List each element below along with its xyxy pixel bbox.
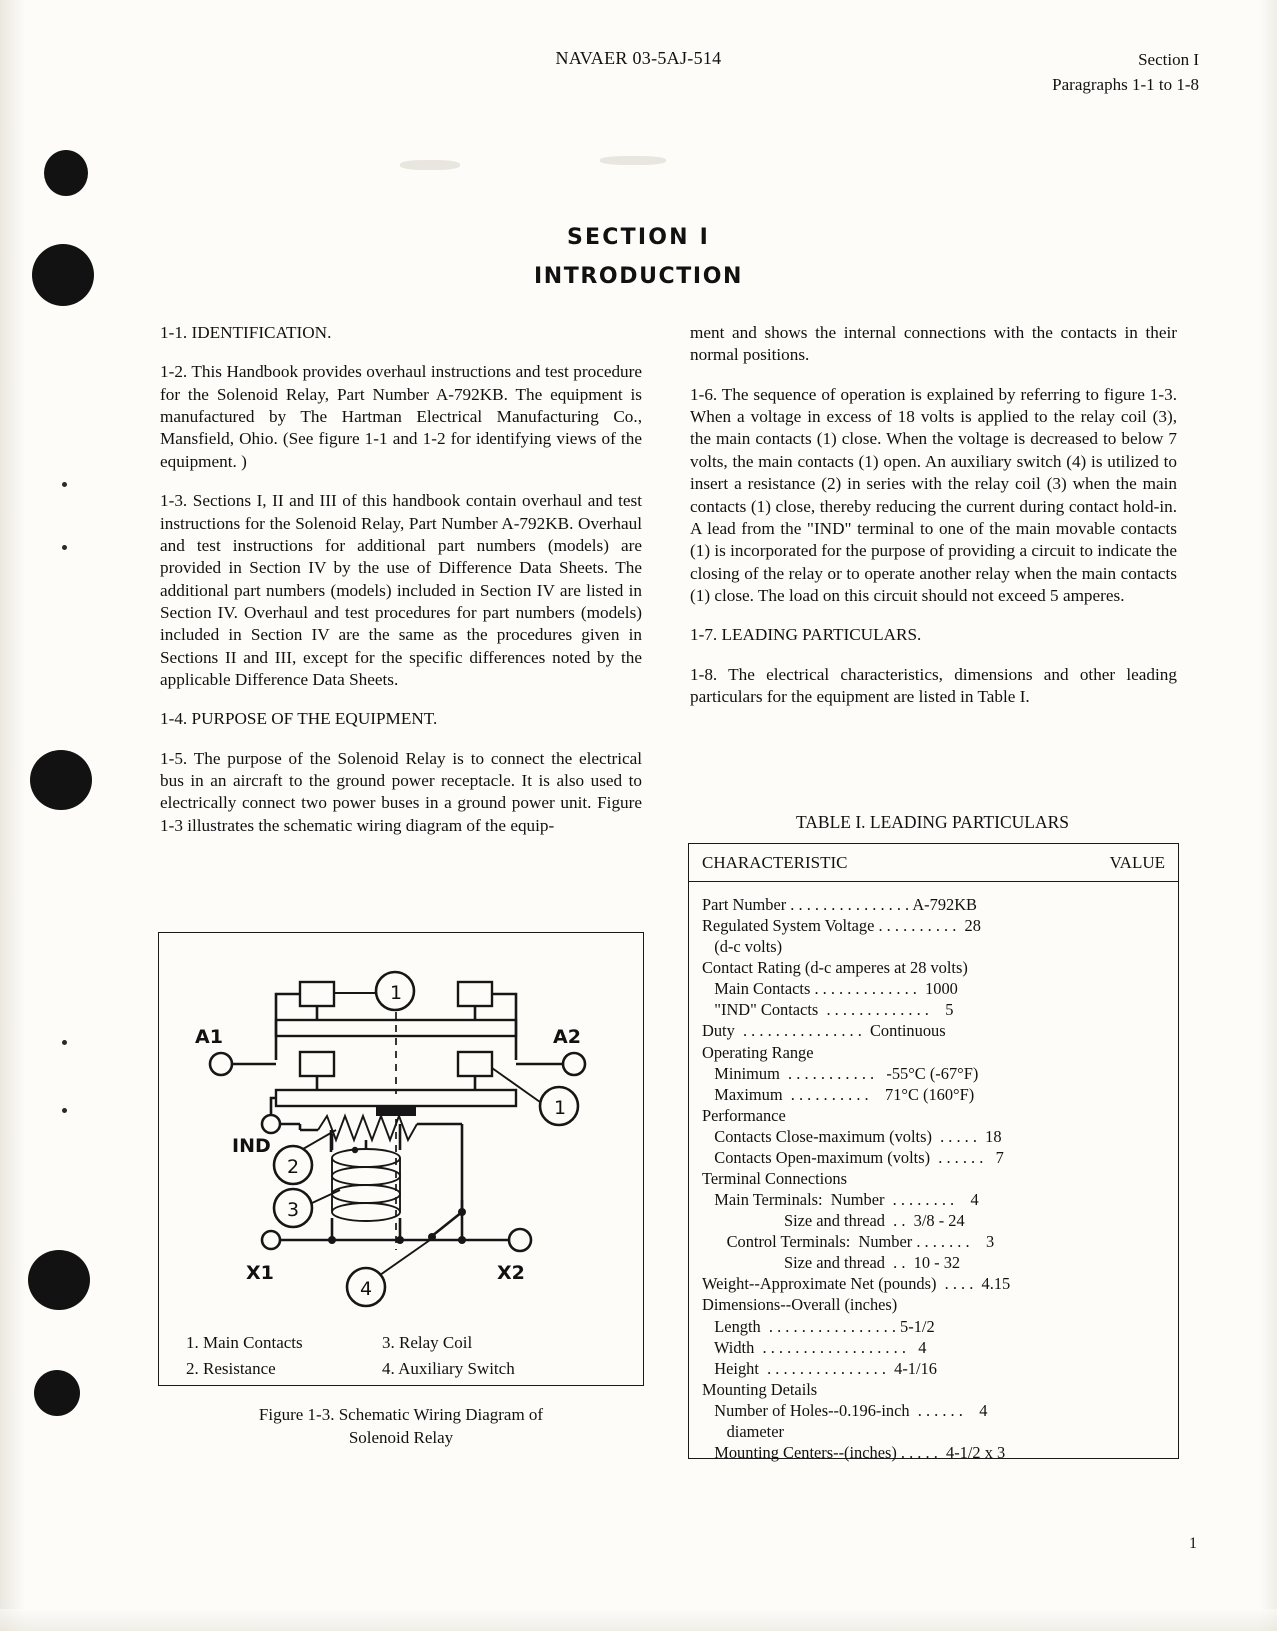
legend-label-1: Main Contacts	[203, 1333, 303, 1352]
figure-caption-line1: Figure 1-3. Schematic Wiring Diagram of	[258, 1405, 544, 1424]
table-row: Minimum . . . . . . . . . . . -55°C (-67°F)	[702, 1063, 979, 1083]
table-row: Main Contacts . . . . . . . . . . . . . 1000	[702, 979, 958, 999]
legend-num-4: 4.	[382, 1359, 395, 1379]
table-col-value: VALUE	[1109, 853, 1165, 872]
legend-label-3: Relay Coil	[399, 1333, 473, 1352]
table-caption: TABLE I. LEADING PARTICULARS	[795, 812, 1069, 832]
table-row: Control Terminals: Number . . . . . . . 3	[702, 1232, 995, 1252]
callout-1-top: 1	[390, 982, 403, 1004]
schematic-label-a1: A1	[195, 1026, 223, 1048]
table-row: Mounting Centers--(inches) . . . . . 4-1/2 x 3	[702, 1443, 1006, 1463]
paragraph-1-5-continued: ment and shows the internal connections with the contacts in their normal positions.	[690, 323, 1177, 365]
table-row: Length . . . . . . . . . . . . . . . . 5-1/2	[702, 1316, 935, 1336]
callout-3: 3	[287, 1199, 300, 1221]
header-section: Section I	[1138, 50, 1199, 69]
table-row: Regulated System Voltage . . . . . . . . . . 28	[702, 916, 981, 936]
table-row: Operating Range	[702, 1042, 814, 1062]
table-row: Mounting Details	[702, 1379, 818, 1399]
legend-row	[186, 1356, 616, 1382]
heading-1-1: 1-1. IDENTIFICATION.	[160, 323, 332, 342]
figure-caption	[158, 1404, 644, 1450]
heading-1-7: 1-7. LEADING PARTICULARS.	[690, 625, 922, 645]
table-row: "IND" Contacts . . . . . . . . . . . . . 5	[702, 1000, 954, 1020]
section-heading-line1: SECTION I	[567, 225, 710, 250]
paragraph-1-5: 1-5. The purpose of the Solenoid Relay is to connect the electrical bus in an aircraft to the ground power receptacle. It is also used to electrically connect two power buses in a ground power unit. Figure 1-3 illustrates the schematic wiring diagram of the equip-	[160, 748, 642, 835]
legend-num-3: 3.	[382, 1333, 395, 1352]
legend-num-1: 1.	[186, 1333, 199, 1352]
table-col-characteristic: CHARACTERISTIC	[702, 853, 848, 872]
callout-4: 4	[360, 1278, 373, 1300]
paragraph-1-6: 1-6. The sequence of operation is explained by referring to figure 1-3. When a voltage in excess of 18 volts is applied to the relay coil (3), the main contacts (1) close. When the voltage is decreased to below 7 volts, the main contacts (1) open. An auxiliary switch (4) is utilized to insert a resistance (2) in series with the relay coil (3) when the main contacts (1) close, thereby reducing the current during contact hold-in. A lead from the "IND" terminal to one of the main movable contacts (1) is incorporated for the purpose of providing a circuit to indicate the closing of the relay or to operate another relay when the main contacts (1) close. The load on this circuit should not exceed 5 amperes.	[690, 384, 1177, 605]
table-row: Width . . . . . . . . . . . . . . . . . . 4	[702, 1337, 927, 1357]
table-row: Dimensions--Overall (inches)	[702, 1295, 898, 1315]
paragraph-1-2: 1-2. This Handbook provides overhaul instructions and test procedure for the Solenoid Relay, Part Number A-792KB. The equipment is manufactured by The Hartman Electrical Manufacturing Co., Mansfield, Ohio. (See figure 1-1 and 1-2 for identifying views of the equipment. )	[160, 362, 642, 471]
legend-label-4: Auxiliary Switch	[398, 1359, 515, 1379]
table-row: Size and thread . . 10 - 32	[702, 1253, 961, 1273]
section-heading-line2: INTRODUCTION	[533, 264, 744, 289]
table-row: Number of Holes--0.196-inch . . . . . . 4	[702, 1400, 988, 1420]
schematic-label-a2: A2	[553, 1026, 581, 1048]
callout-2: 2	[287, 1156, 300, 1178]
table-row: Contacts Close-maximum (volts) . . . . . 18	[702, 1126, 1002, 1146]
legend-row	[186, 1330, 616, 1356]
legend-label-2: Resistance	[203, 1359, 276, 1379]
schematic-label-x1: X1	[246, 1262, 274, 1284]
schematic-label-ind: IND	[232, 1135, 271, 1157]
table-row: Duty . . . . . . . . . . . . . . . Continuous	[702, 1021, 946, 1041]
table-row: Contact Rating (d-c amperes at 28 volts)	[702, 958, 968, 978]
table-row: Main Terminals: Number . . . . . . . . 4	[702, 1190, 979, 1210]
table-row: Size and thread . . 3/8 - 24	[702, 1211, 965, 1231]
table-row: (d-c volts)	[702, 937, 783, 957]
header-document-number: NAVAER 03-5AJ-514	[555, 48, 722, 68]
header-paragraphs: Paragraphs 1-1 to 1-8	[1052, 74, 1199, 94]
callout-1-right: 1	[554, 1097, 567, 1119]
page-number: 1	[1189, 1535, 1197, 1552]
table-row: Maximum . . . . . . . . . . 71°C (160°F)	[702, 1084, 975, 1104]
heading-1-4: 1-4. PURPOSE OF THE EQUIPMENT.	[160, 709, 438, 729]
legend-num-2: 2.	[186, 1359, 199, 1379]
figure-legend	[186, 1330, 616, 1383]
table-row: Performance	[702, 1105, 786, 1125]
table-row: Weight--Approximate Net (pounds) . . . . 4.15	[702, 1274, 1011, 1294]
table-row: Contacts Open-maximum (volts) . . . . . . 7	[702, 1147, 1004, 1167]
table-row: Height . . . . . . . . . . . . . . . 4-1/16	[702, 1358, 937, 1378]
schematic-label-x2: X2	[497, 1262, 525, 1284]
paragraph-1-3: 1-3. Sections I, II and III of this handbook contain overhaul and test instructions for the Solenoid Relay, Part Number A-792KB. Overhaul and test instructions for additional part numbers (models) are provided in Section IV by the use of Difference Data Sheets. The additional part numbers (models) included in Section IV are listed in Section IV. Overhaul and test procedures for part numbers (models) included in Section IV are the same as the procedures given in Sections II and III, except for the specific differences noted by the applicable Difference Data Sheets.	[160, 491, 642, 690]
paragraph-1-8: 1-8. The electrical characteristics, dimensions and other leading particulars for the equipment are listed in Table I.	[690, 664, 1177, 707]
figure-caption-line2: Solenoid Relay	[348, 1427, 454, 1447]
table-row: diameter	[702, 1421, 784, 1441]
table-row: Terminal Connections	[702, 1169, 847, 1189]
table-row: Part Number . . . . . . . . . . . . . . . A-792KB	[702, 895, 977, 914]
